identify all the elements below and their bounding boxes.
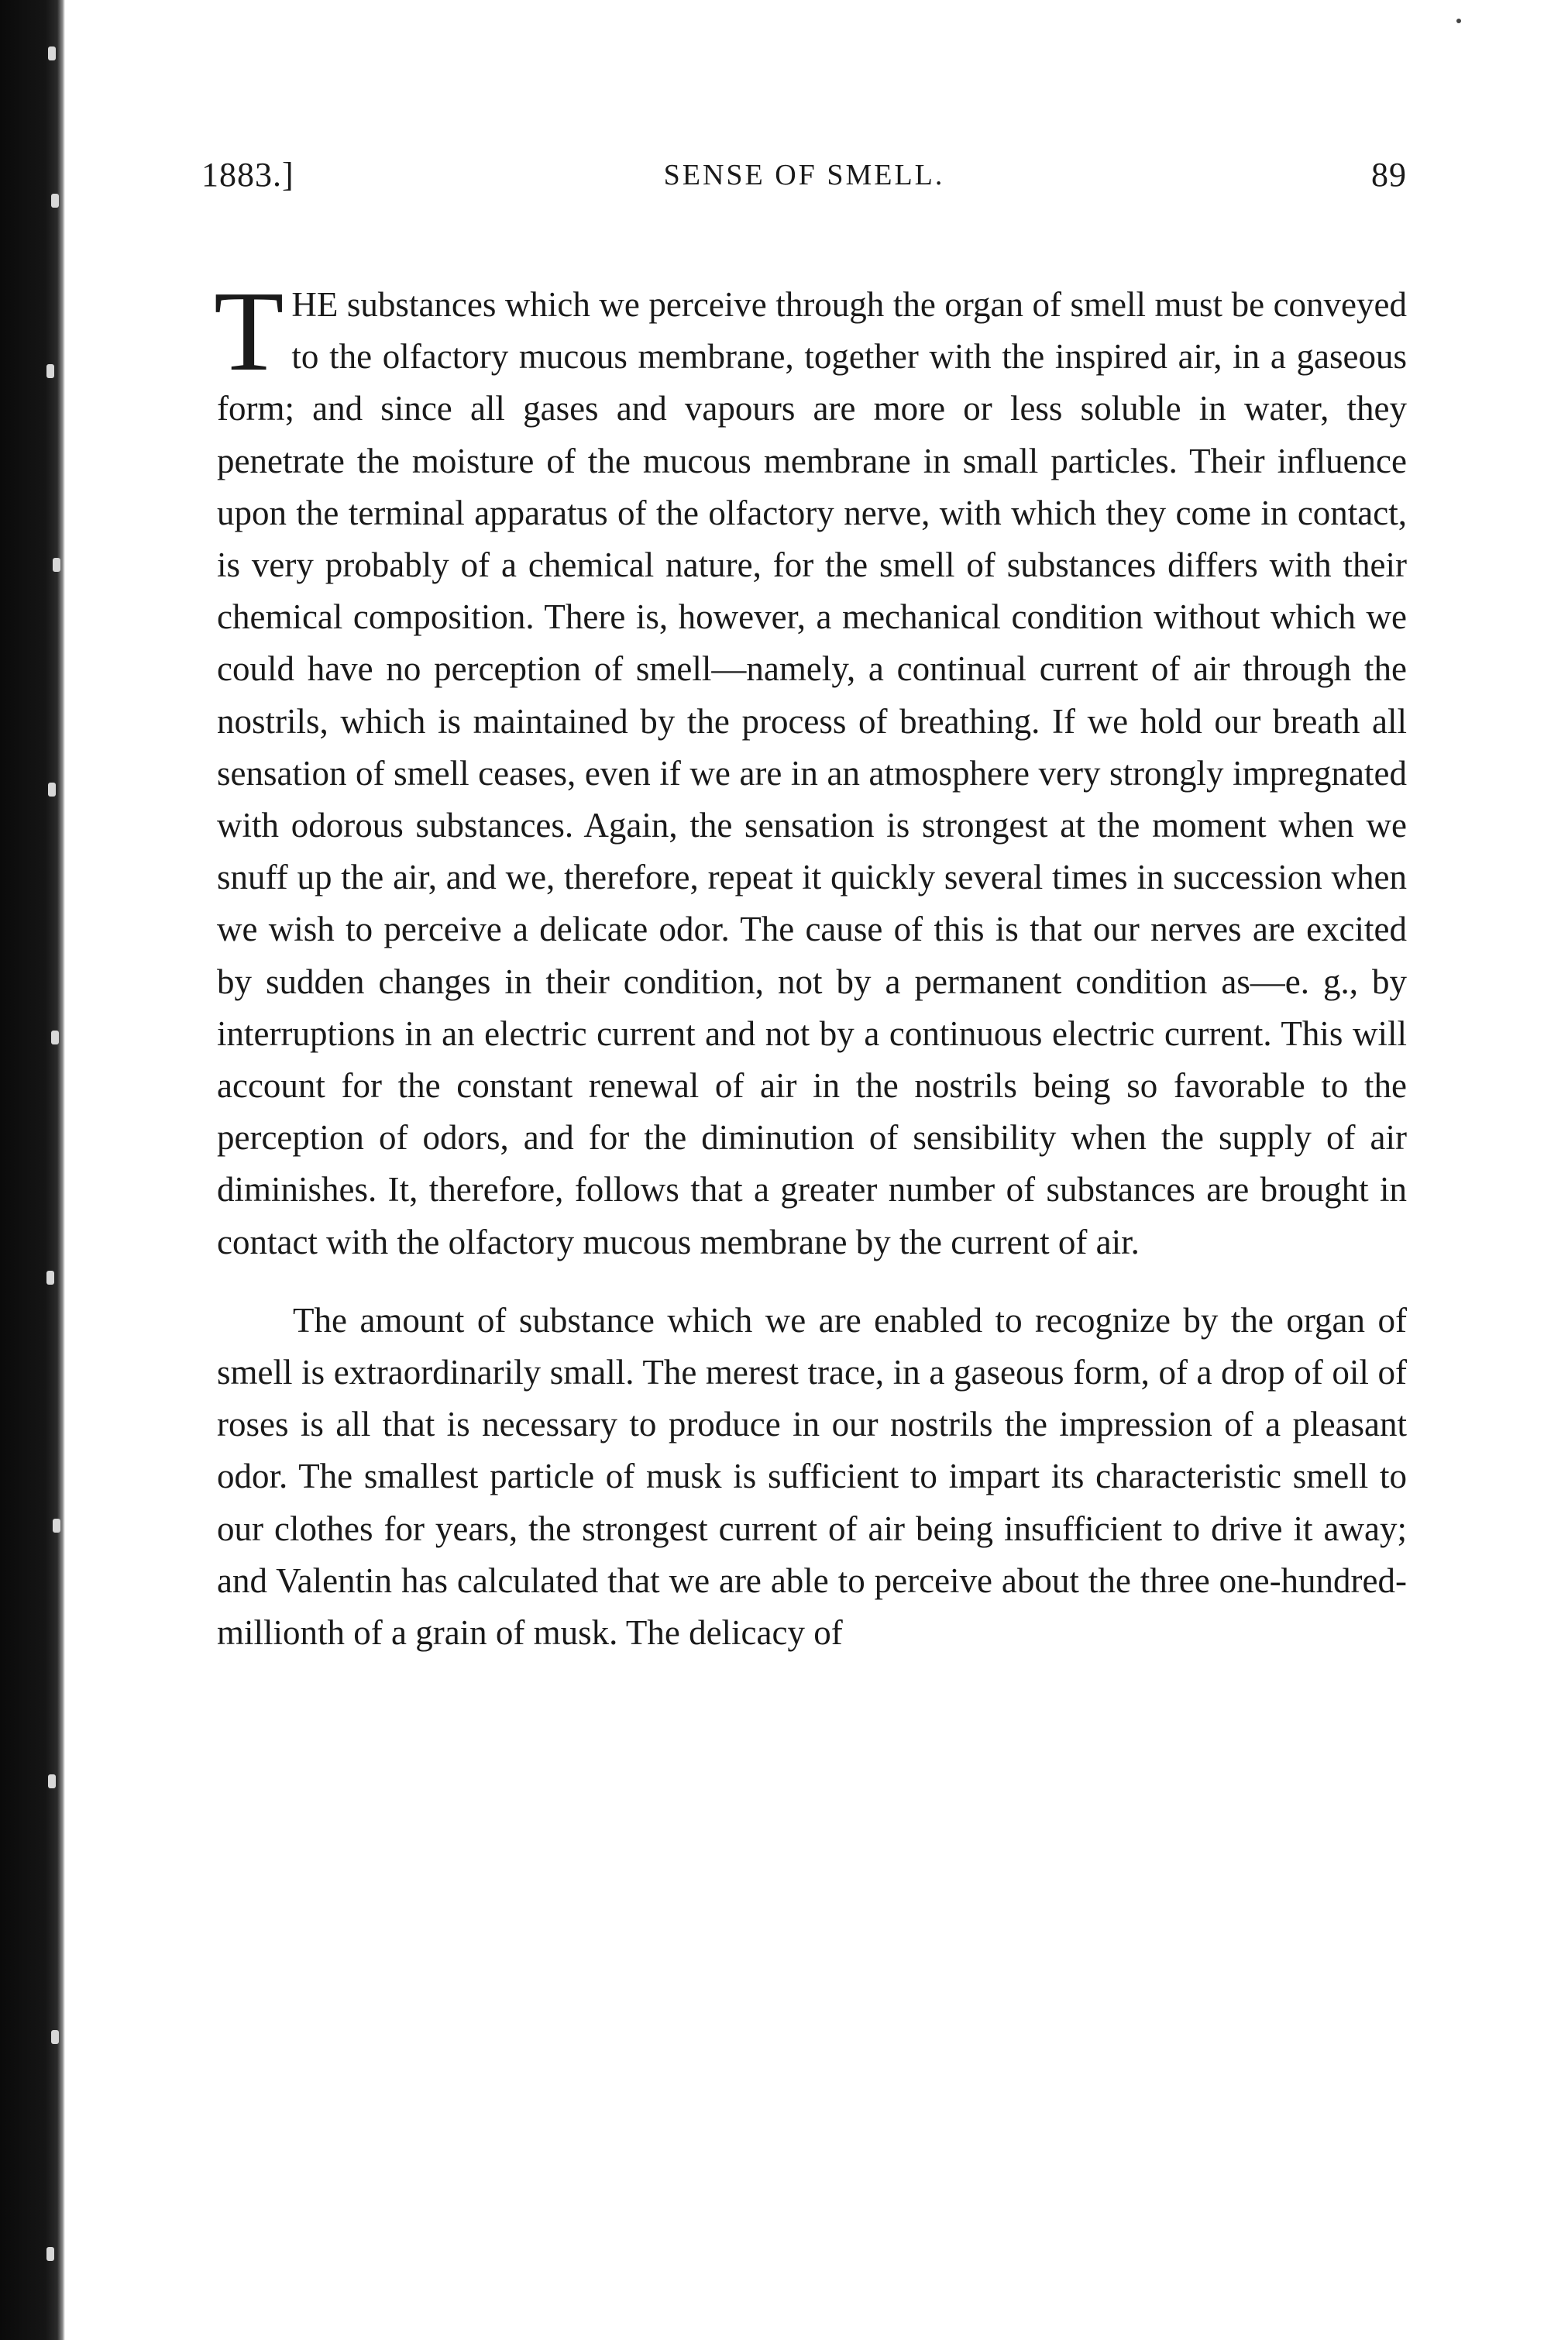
binding-speck (48, 1774, 56, 1788)
paragraph-2 (217, 1295, 1407, 1659)
binding-speck (48, 46, 56, 60)
page-number: 89 (1371, 156, 1407, 194)
binding-speck (46, 1271, 54, 1285)
binding-speck (51, 2030, 59, 2044)
binding-speck (51, 194, 59, 208)
paragraph-1-text: HE substances which we perceive through the organ of smell must be conveyed to the olfactory mucous membrane, together with the inspired air, in a gaseous form; and since all gases and vapours are more or less soluble in water, they penetrate the moisture of the mucous membrane in small particles. Their influence upon the terminal apparatus of the olfactory nerve, with which they come in contact, is very probably of a chemical nature, for the smell of substances differs with their chemical composition. There is, however, a mechanical condition without which we could have no perception of smell—namely, a continual current of air through the nostrils, which is maintained by the process of breathing. If we hold our breath all sensation of smell ceases, even if we are in an atmosphere very strongly impregnated with odorous substances. Again, the sensation is strongest at the moment when we snuff up the air, and we, therefore, repeat it quickly several times in succession when we wish to perceive a delicate odor. The cause of this is that our nerves are excited by sudden changes in their condition, not by a permanent condition as—e. g., by interruptions in an electric current and not by a continuous electric current. This will account for the constant renewal of air in the nostrils being so favorable to the perception of odors, and for the diminution of sensibility when the supply of air diminishes. It, therefore, follows that a greater number of substances are brought in contact with the olfactory mucous membrane by the current of air. (217, 285, 1407, 1261)
binding-speck (53, 558, 60, 572)
drop-cap: T (214, 268, 284, 395)
paragraph-2-text: The amount of substance which we are enabled to recognize by the organ of smell is extraordinarily small. The merest trace, in a gaseous form, of a drop of oil of roses is all that is necessary to produce in our nostrils the impression of a pleasant odor. The smallest particle of musk is sufficient to impart its characteristic smell to our clothes for years, the strongest current of air being insufficient to drive it away; and Valentin has calculated that we are able to perceive about the three one-hundred-millionth of a grain of musk. The delicacy of (217, 1300, 1407, 1653)
binding-speck (51, 1031, 59, 1044)
binding-speck (48, 783, 56, 797)
paragraph-1 (214, 268, 1407, 1268)
body-text (214, 268, 1407, 1659)
page-speck (1456, 19, 1461, 23)
binding-edge (0, 0, 65, 2340)
running-head (201, 152, 1407, 198)
binding-speck (46, 2247, 54, 2261)
header-year: 1883.] (201, 156, 294, 194)
binding-speck (53, 1519, 60, 1533)
binding-speck (46, 364, 54, 378)
header-title: SENSE OF SMELL. (663, 159, 945, 191)
